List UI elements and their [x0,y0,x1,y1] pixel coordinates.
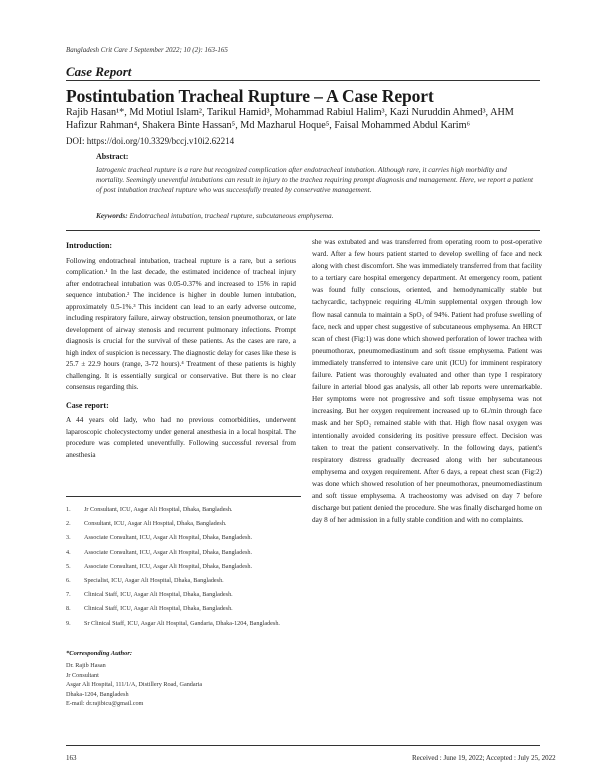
corr-address: Asgar Ali Hospital, 111/1/A, Distillery Road, Gandaria [66,681,203,689]
affiliation-item: 9. Sr Clinical Staff, ICU, Asgar Ali Hospital, Gandaria, Dhaka-1204, Bangladesh. [66,619,280,627]
affiliation-item: 4. Associate Consultant, ICU, Asgar Ali Hospital, Dhaka, Bangladesh. [66,548,253,556]
affiliation-item: 8. Clinical Staff, ICU, Asgar Ali Hospital, Dhaka, Bangladesh. [66,605,233,613]
affiliation-rule [66,496,301,497]
affiliation-item: 3. Associate Consultant, ICU, Asgar Ali Hospital, Dhaka, Bangladesh. [66,534,253,542]
author-list [66,107,546,132]
introduction-heading: Introduction: [66,241,113,250]
affiliation-item: 1. Jr Consultant, ICU, Asgar Ali Hospital, Dhaka, Bangladesh. [66,506,233,513]
authors-line-2: Hafizur Rahman⁴, Shakera Binte Hassan⁵, Md Mazharul Hoque⁵, Faisal Mohammed Abdul Karim⁶ [66,119,471,131]
journal-citation: Bangladesh Crit Care J September 2022; 10 (2): 163-165 [66,46,228,54]
abstract-label: Abstract: [96,152,129,161]
abstract-text: Iatrogenic tracheal rupture is a rare but recognized complication after endotracheal intubation. Although rare, it carries high morbidity and mortality. Seemingly uneventful intubations can result in injury to the trachea requiring prompt diagnosis and management. Here, we report a patient of post intubation tracheal rupture who was successfully treated by conservative management. [96,165,534,195]
corr-city: Dhaka-1204, Bangladesh [66,690,129,698]
article-title: Postintubation Tracheal Rupture – A Case Report [66,86,434,106]
abstract-rule [66,230,540,231]
corr-email[interactable]: E-mail: dr.rajibicu@gmail.com [66,700,144,708]
affiliation-list [66,503,301,628]
corr-name: Dr. Rajib Hasan [66,662,106,669]
introduction-section [66,240,296,461]
corresponding-author-heading: *Corresponding Author: [66,650,133,657]
header-rule [66,80,540,81]
keywords-text: Endotracheal intubation, tracheal rupture, subcutaneous emphysema. [129,211,334,220]
corr-title: Jr Consultant [66,671,99,679]
case-continuation: she was extubated and was transferred from operating room to post-operative ward. After a few hours patient started to develop swelling of face and neck along with chest discomfort. She was immediately transferred from that facility to a tertiary care hospital emergency department. At emergency room, patient was found fully conscious, oriented, and hemodynamically stable but tachycardic, tachypneic requiring 4L/min supplemental oxygen through low flow nasal cannula to maintain a SpO₂ of 94%. Patient had profuse swelling of face, neck and upper chest suggestive of subcutaneous emphysema. An HRCT scan of chest (Fig:1) was done which showed perforation of lower trachea with pneumothorax, pneumomediastinum and soft tissue emphysema. Patient was immediately transferred to intensive care unit (ICU) for imminent respiratory failure. Patient was thoroughly evaluated and other than type I respiratory failure in arterial blood gas analysis, all other lab reports were unremarkable. Her symptoms were not progressive and soft tissue emphysema was not increasing. But her oxygen requirement increased up to 6L/min through face mask and her SpO₂ remained stable with that. High flow nasal oxygen was intentionally avoided considering its positive pressure effect. Decision was taken to treat the patient conservatively. In the following days, patient's respiratory distress gradually decreased along with her subcutaneous emphysema and oxygen requirement. After 6 days, a repeat chest scan (Fig:2) was done which showed resolution of her pneumothorax, pneumomediastinum and soft tissue emphysema. A tracheostomy was advised on day 7 before discharge but patient denied the procedure. She was finally discharged home on day 8 of her admission in a fully stable condition and with no complaints. [312,238,542,525]
footer-rule [66,745,540,746]
introduction-text: Following endotracheal intubation, tracheal rupture is a rare, but a serious complication.¹ In the last decade, the estimated incidence of tracheal injury after endotracheal intubation was 0.05-0.37% and increased to 15% in rapid sequence intubation.² The incidence is higher in double lumen intubation, approximately 0.5-1%.³ This incident can lead to an early adverse outcome, including respiratory failure, airway obstruction, tension pneumothorax, or late development of airway stenosis and recurrent pulmonary infections. Prompt diagnosis is crucial for the survival of these patients. As the cases are rare, a high index of suspicion is necessary. The diagnostic delay for cases like these is 25.7 ± 22.9 hours (range, 3-72 hours).⁴ Treatment of these patients is highly challenging. It is essentially surgical or conservative. But there is no clear consensus regarding this. [66,256,296,391]
affiliation-item: 2. Consultant, ICU, Asgar Ali Hospital, Dhaka, Bangladesh. [66,520,227,528]
case-report-text: A 44 years old lady, who had no previous comorbidities, underwent laparoscopic cholecystectomy under general anesthesia in a local hospital. The procedure was completed uneventfully. Following successful reversal from anesthesia [66,416,296,459]
section-type: Case Report [66,64,132,79]
doi-link[interactable]: DOI: https://doi.org/10.3329/bccj.v10i2.62214 [66,136,235,146]
keywords [96,211,333,220]
authors-line-1: Rajib Hasan¹*, Md Motiul Islam², Tarikul Hamid³, Mohammad Rabiul Halim³, Kazi Nuruddin Ahmed³, AHM [66,107,514,118]
received-accepted-dates: Received : June 19, 2022; Accepted : July 25, 2022 [412,754,556,762]
affiliation-item: 7. Clinical Staff, ICU, Asgar Ali Hospital, Dhaka, Bangladesh. [66,591,233,599]
keywords-label: Keywords: [96,211,128,220]
case-report-heading: Case report: [66,400,109,410]
affiliation-item: 5. Associate Consultant, ICU, Asgar Ali Hospital, Dhaka, Bangladesh. [66,562,253,570]
corresponding-author-details [66,661,202,709]
affiliation-item: 6. Specialist, ICU, Asgar Ali Hospital, Dhaka, Bangladesh. [66,577,224,585]
page-number: 163 [66,754,77,762]
